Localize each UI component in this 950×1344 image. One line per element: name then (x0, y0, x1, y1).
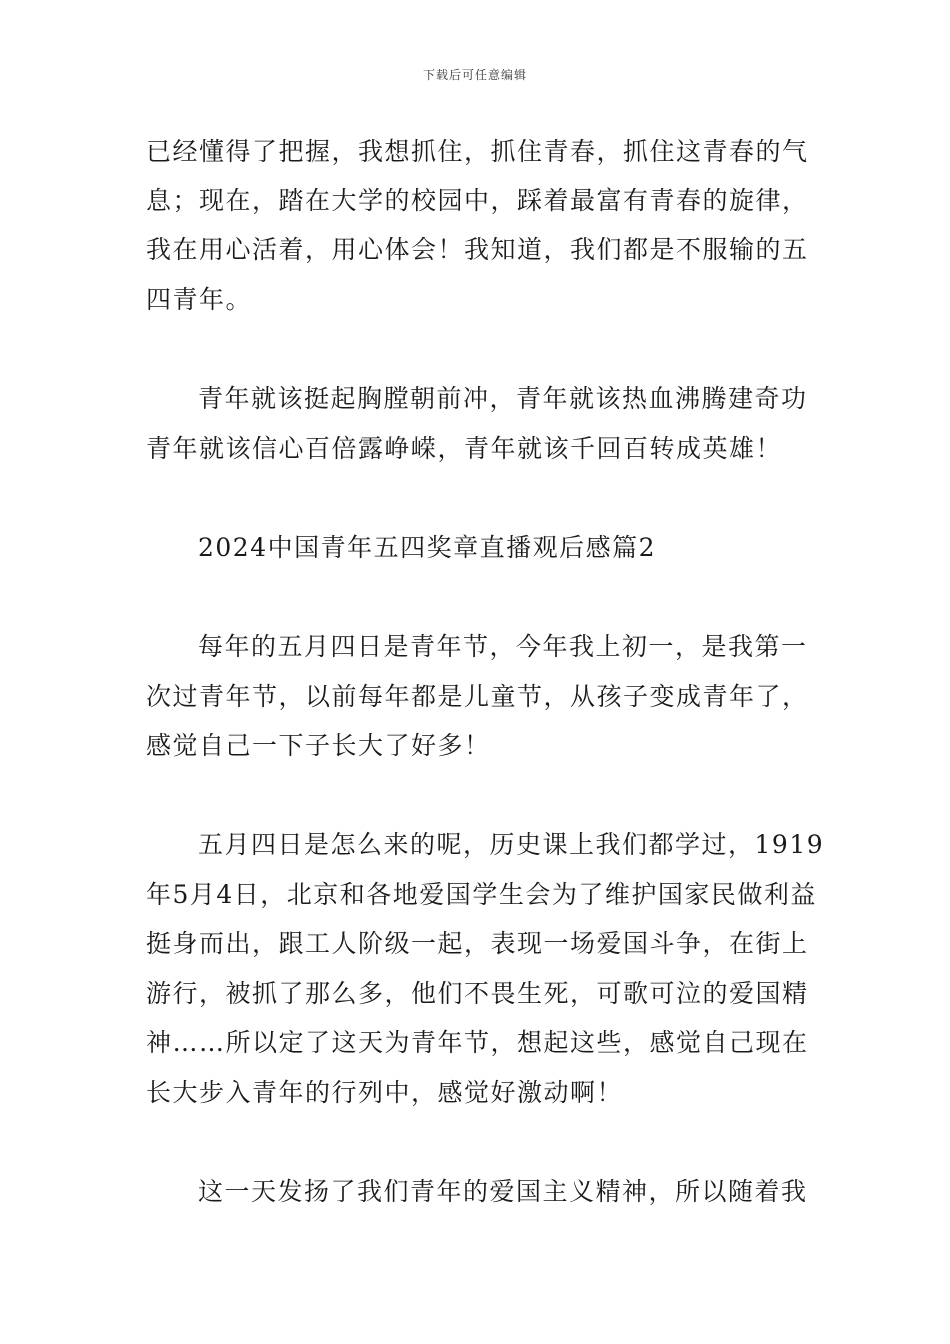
body-line: 挺身而出，跟工人阶级一起，表现一场爱国斗争，在街上 (146, 929, 809, 958)
body-line: 感觉自己一下子长大了好多！ (146, 731, 491, 760)
body-line: 我在用心活着，用心体会！我知道，我们都是不服输的五 (146, 235, 809, 264)
body-line: 四青年。 (146, 285, 253, 314)
body-line: 已经懂得了把握，我想抓住，抓住青春，抓住这青春的气 (146, 137, 809, 166)
body-line: 长大步入青年的行列中，感觉好激动啊！ (146, 1078, 624, 1107)
body-line: 青年就该信心百倍露峥嵘，青年就该千回百转成英雄！ (146, 434, 783, 463)
body-line: 神……所以定了这天为青年节，想起这些，感觉自己现在 (146, 1028, 809, 1057)
page-header-note: 下载后可任意编辑 (422, 68, 527, 82)
body-line: 这一天发扬了我们青年的爱国主义精神，所以随着我 (198, 1177, 808, 1206)
body-line: 五月四日是怎么来的呢，历史课上我们都学过，1919 (198, 830, 825, 859)
body-line: 每年的五月四日是青年节，今年我上初一，是我第一 (198, 632, 808, 661)
section-heading: 2024中国青年五四奖章直播观后感篇2 (198, 533, 657, 562)
body-line: 次过青年节，以前每年都是儿童节，从孩子变成青年了， (146, 682, 809, 711)
body-line: 游行，被抓了那么多，他们不畏生死，可歌可泣的爱国精 (146, 979, 809, 1008)
body-line: 息；现在，踏在大学的校园中，踩着最富有青春的旋律， (146, 186, 809, 215)
body-line: 青年就该挺起胸膛朝前冲，青年就该热血沸腾建奇功 (198, 384, 808, 413)
body-line: 年5月4日，北京和各地爱国学生会为了维护国家民做利益 (146, 880, 817, 909)
